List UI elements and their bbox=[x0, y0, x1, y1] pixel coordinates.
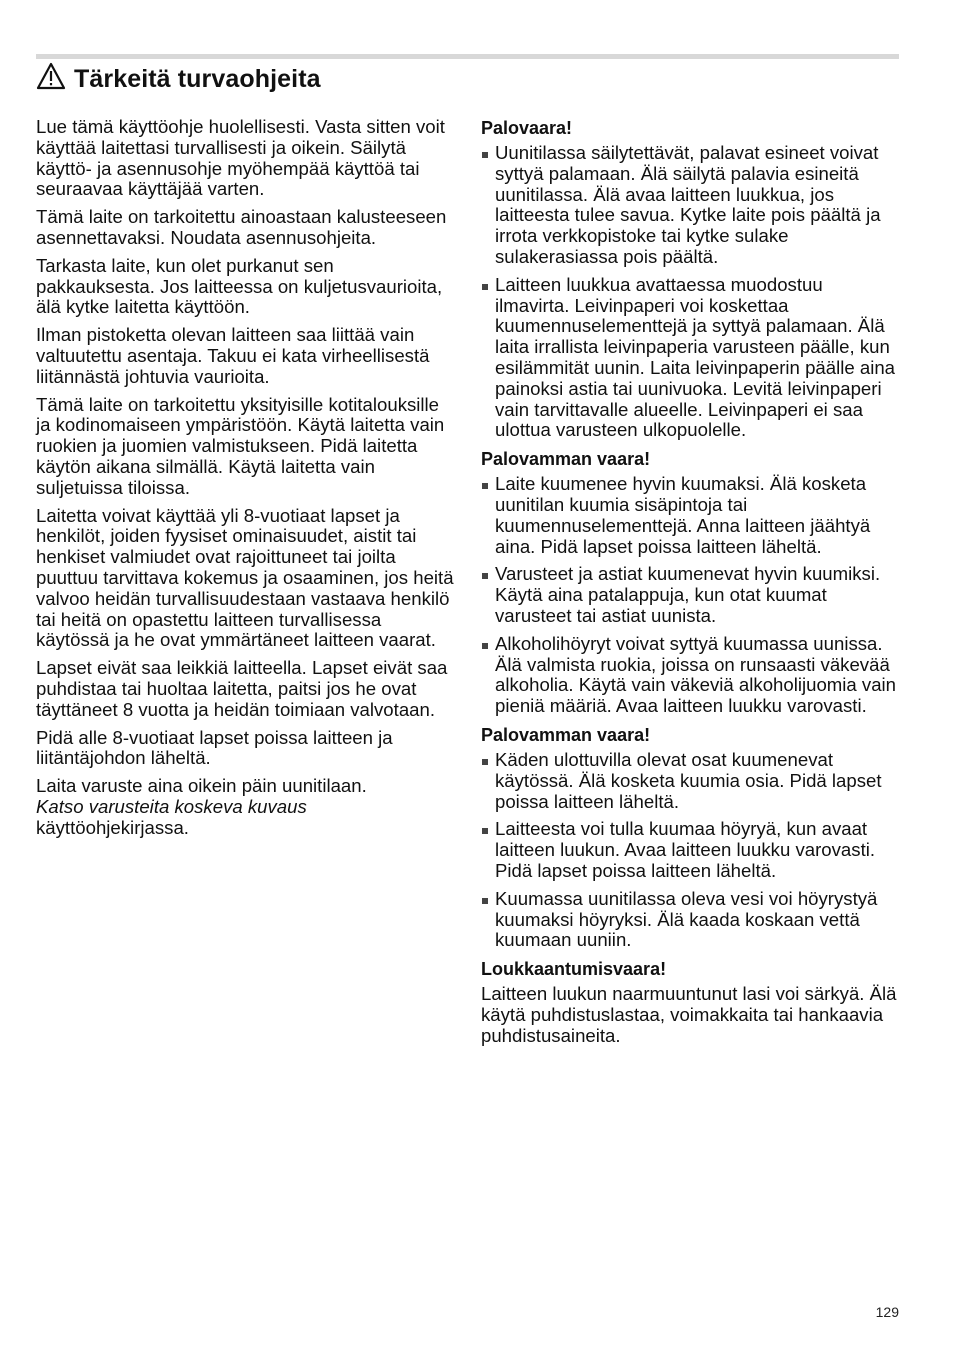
list-item: Laite kuumenee hyvin kuumaksi. Älä kosketa uunitilan kuumia sisäpintoja tai kuumennuselementtejä. Anna laitteen jäähtyä aina. Pidä lapset poissa laitteen läheltä. bbox=[481, 474, 901, 557]
paragraph: Laitetta voivat käyttää yli 8-vuotiaat lapset ja henkilöt, joiden fyysiset ominaisuudet, aistit tai henkiset valmiudet ovat rajoittuneet tai joilta puuttuu tarvittava kokemus ja osaaminen, jos heitä valvoo heidän turvallisuudestaan vastaava henkilö tai heitä on opastettu laitteen turvallisessa käytössä ja he ovat ymmärtäneet laitteen vaarat. bbox=[36, 504, 454, 651]
page-title-text: Tärkeitä turvaohjeita bbox=[74, 65, 321, 93]
paragraph: Tarkasta laite, kun olet purkanut sen pakkauksesta. Jos laitteessa on kuljetusvaurioita, älä kytke laitetta käyttöön. bbox=[36, 254, 443, 318]
page-number: 129 bbox=[875, 1304, 899, 1320]
list-item: Alkoholihöyryt voivat syttyä kuumassa uunissa. Älä valmista ruokia, joissa on runsaasti väkevää alkoholia. Käytä vain väkeviä alkoholijuomia vain pieniä määriä. Avaa laitteen luukku varovasti. bbox=[481, 634, 901, 717]
header-rule bbox=[36, 54, 899, 59]
paragraph: Lapset eivät saa leikkiä laitteella. Lapset eivät saa puhdistaa tai huoltaa laitetta, paitsi jos he ovat täyttäneet 8 vuotta ja heidän toimiaan valvotaan. bbox=[36, 657, 448, 720]
list-item: Laitteen luukkua avattaessa muodostuu ilmavirta. Leivinpaperi voi koskettaa kuumennuselementtejä ja syttyä palamaan. Älä laita irrallista leivinpaperia varusteen päälle, kun esilämmität uunin. Laita leivinpaperin päälle aina painoksi astia tai uunivuoka. Levitä leivinpaperi vain tarvittavalle alueelle. Leivinpaperi ei saa ulottua varusteen ulkopuolelle. bbox=[481, 275, 901, 441]
paragraph: Tämä laite on tarkoitettu ainoastaan kalusteeseen asennettavaksi. Noudata asennusohjeita. bbox=[36, 206, 447, 248]
list-item: Käden ulottuvilla olevat osat kuumenevat käytössä. Älä kosketa kuumia osia. Pidä lapset poissa laitteen läheltä. bbox=[481, 750, 901, 812]
paragraph: Laitteen luukun naarmuuntunut lasi voi särkyä. Älä käytä puhdistuslastaa, voimakkaita tai hankaavia puhdistusaineita. bbox=[481, 983, 897, 1046]
list-item: Laitteesta voi tulla kuumaa höyryä, kun avaat laitteen luukun. Avaa laitteen luukku varovasti. Pidä lapset poissa laitteen läheltä. bbox=[481, 819, 901, 881]
section-heading-burn-hazard-2: Palovamman vaara! bbox=[481, 724, 651, 745]
paragraph: Pidä alle 8-vuotiaat lapset poissa laitteen ja liitäntäjohdon läheltä. bbox=[36, 726, 393, 769]
right-column bbox=[481, 117, 901, 1053]
list-item: Kuumassa uunitilassa oleva vesi voi höyrystyä kuumaksi höyryksi. Älä kaada koskaan vettä kuumaan uuniin. bbox=[481, 889, 901, 951]
paragraph-accessory-reference bbox=[36, 776, 456, 838]
paragraph: Tämä laite on tarkoitettu yksityisille kotitalouksille ja kodinomaiseen ympäristöön. Käytä laitetta vain ruokien ja juomien valmistukseen. Pidä laitetta käytön aikana silmällä. Käytä laitetta vain suljetuissa tiloissa. bbox=[36, 393, 445, 498]
list-item: Uunitilassa säilytettävät, palavat esineet voivat syttyä palamaan. Älä säilytä palavia esineitä uunitilassa. Älä avaa laitteen luukkua, jos laitteesta tulee savua. Kytke laite pois päältä ja irrota verkkopistoke tai kytke sulake sulakerasiassa pois päältä. bbox=[481, 143, 901, 268]
section-heading-injury-hazard: Loukkaantumisvaara! bbox=[481, 959, 667, 980]
cross-reference: Katso varusteita koskeva kuvaus bbox=[36, 795, 307, 817]
section-heading-burn-hazard: Palovamman vaara! bbox=[481, 449, 651, 470]
paragraph: Ilman pistoketta olevan laitteen saa liittää vain valtuutettu asentaja. Takuu ei kata virheellisestä liitännästä johtuvia vaurioita. bbox=[36, 324, 430, 387]
warning-triangle-icon bbox=[36, 62, 66, 97]
section-heading-fire-hazard: Palovaara! bbox=[481, 118, 573, 138]
bullet-list bbox=[481, 143, 901, 441]
text-start: Laita varuste aina oikein päin uunitilaan. bbox=[36, 775, 367, 797]
left-column bbox=[36, 117, 456, 846]
paragraph: Lue tämä käyttöohje huolellisesti. Vasta sitten voit käyttää laitettasi turvallisesti ja oikein. Säilytä käyttö- ja asennusohje myöhempää käyttöä tai seuraavaa käyttäjää varten. bbox=[36, 116, 445, 200]
page-title bbox=[36, 62, 321, 97]
bullet-list bbox=[481, 750, 901, 951]
bullet-list bbox=[481, 474, 901, 717]
text-end: käyttöohjekirjassa. bbox=[36, 816, 189, 838]
list-item: Varusteet ja astiat kuumenevat hyvin kuumiksi. Käytä aina patalappuja, kun otat kuumat varusteet tai astiat uunista. bbox=[481, 564, 901, 626]
